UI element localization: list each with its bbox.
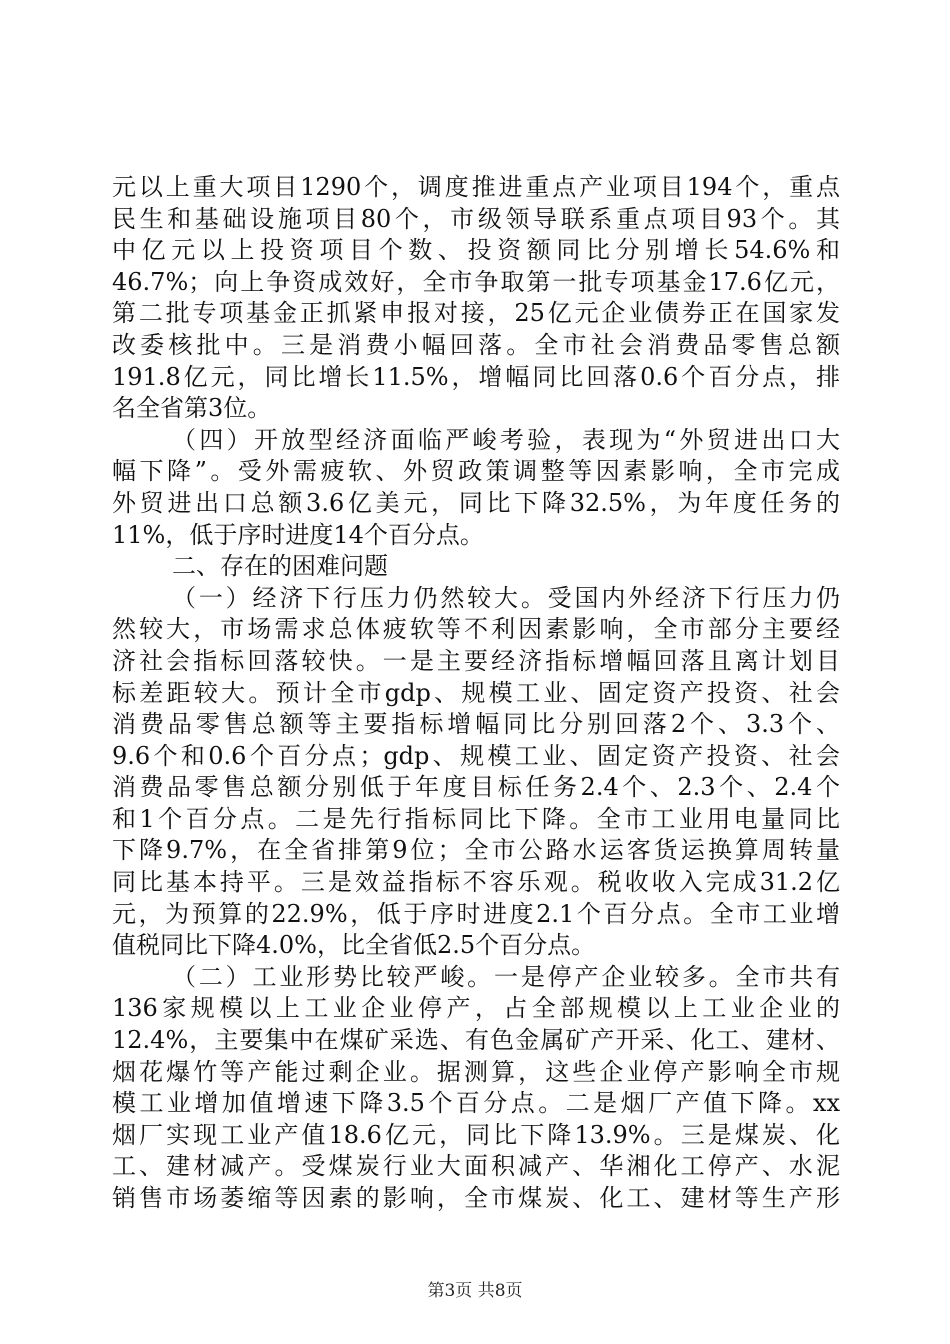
- body-line-1: 元以上重大项目1290个，调度推进重点产业项目194个，重点: [112, 173, 840, 201]
- body-line-27: 136家规模以上工业企业停产，占全部规模以上工业企业的: [112, 994, 840, 1023]
- body-line-28: 12.4%，主要集中在煤矿采选、有色金属矿产开采、化工、建材、: [112, 1026, 840, 1055]
- body-line-19: 9.6个和0.6个百分点；gdp、规模工业、固定资产投资、社会: [112, 741, 840, 770]
- body-line-8: 名全省第3位。: [112, 394, 272, 423]
- body-line-7: 191.8亿元，同比增长11.5%，增幅同比回落0.6个百分点，排: [112, 362, 840, 391]
- body-line-29: 烟花爆竹等产能过剩企业。据测算，这些企业停产影响全市规: [112, 1057, 840, 1086]
- body-line-16: 济社会指标回落较快。一是主要经济指标增幅回落且离计划目: [112, 646, 840, 675]
- document-body: [112, 172, 840, 1215]
- body-line-32: 工、建材减产。受煤炭行业大面积减产、华湘化工停产、水泥: [112, 1152, 840, 1181]
- body-line-30: 模工业增加值增速下降3.5个百分点。二是烟厂产值下降。xx: [112, 1089, 840, 1118]
- body-line-18: 消费品零售总额等主要指标增幅同比分别回落2个、3.3个、: [112, 710, 840, 739]
- body-line-17: 标差距较大。预计全市gdp、规模工业、固定资产投资、社会: [112, 678, 840, 707]
- body-line-3: 中亿元以上投资项目个数、投资额同比分别增长54.6%和: [112, 236, 840, 265]
- body-line-11: 外贸进出口总额3.6亿美元，同比下降32.5%，为年度任务的: [112, 488, 840, 517]
- chapter-heading-2: 二、存在的困难问题: [172, 552, 388, 581]
- body-line-31: 烟厂实现工业产值18.6亿元，同比下降13.9%。三是煤炭、化: [112, 1120, 840, 1149]
- body-line-23: 同比基本持平。三是效益指标不容乐观。税收收入完成31.2亿: [112, 868, 840, 897]
- page-number-footer: 第3页 共8页: [427, 1281, 523, 1301]
- body-line-15: 然较大，市场需求总体疲软等不利因素影响，全市部分主要经: [112, 615, 840, 644]
- body-line-2: 民生和基础设施项目80个，市级领导联系重点项目93个。其: [112, 204, 840, 233]
- section-heading-2: （二）工业形势比较严峻。一是停产企业较多。全市共有: [172, 962, 840, 991]
- section-heading-4: （四）开放型经济面临严峻考验，表现为“外贸进出口大: [172, 425, 840, 454]
- body-line-6: 改委核批中。三是消费小幅回落。全市社会消费品零售总额: [112, 330, 840, 359]
- body-line-20: 消费品零售总额分别低于年度目标任务2.4个、2.3个、2.4个: [112, 773, 840, 802]
- body-line-22: 下降9.7%，在全省排第9位；全市公路水运客货运换算周转量: [112, 836, 840, 865]
- body-line-33: 销售市场萎缩等因素的影响，全市煤炭、化工、建材等生产形: [112, 1184, 840, 1212]
- body-line-5: 第二批专项基金正抓紧申报对接，25亿元企业债券正在国家发: [112, 299, 840, 328]
- body-line-21: 和1个百分点。二是先行指标同比下降。全市工业用电量同比: [112, 804, 840, 833]
- body-line-4: 46.7%；向上争资成效好，全市争取第一批专项基金17.6亿元，: [112, 267, 840, 296]
- body-line-24: 元，为预算的22.9%，低于序时进度2.1个百分点。全市工业增: [112, 899, 840, 928]
- body-line-10: 幅下降”。受外需疲软、外贸政策调整等因素影响，全市完成: [112, 457, 840, 486]
- section-heading-1: （一）经济下行压力仍然较大。受国内外经济下行压力仍: [172, 583, 840, 612]
- body-line-12: 11%，低于序时进度14个百分点。: [112, 520, 484, 549]
- body-line-25: 值税同比下降4.0%，比全省低2.5个百分点。: [112, 931, 596, 960]
